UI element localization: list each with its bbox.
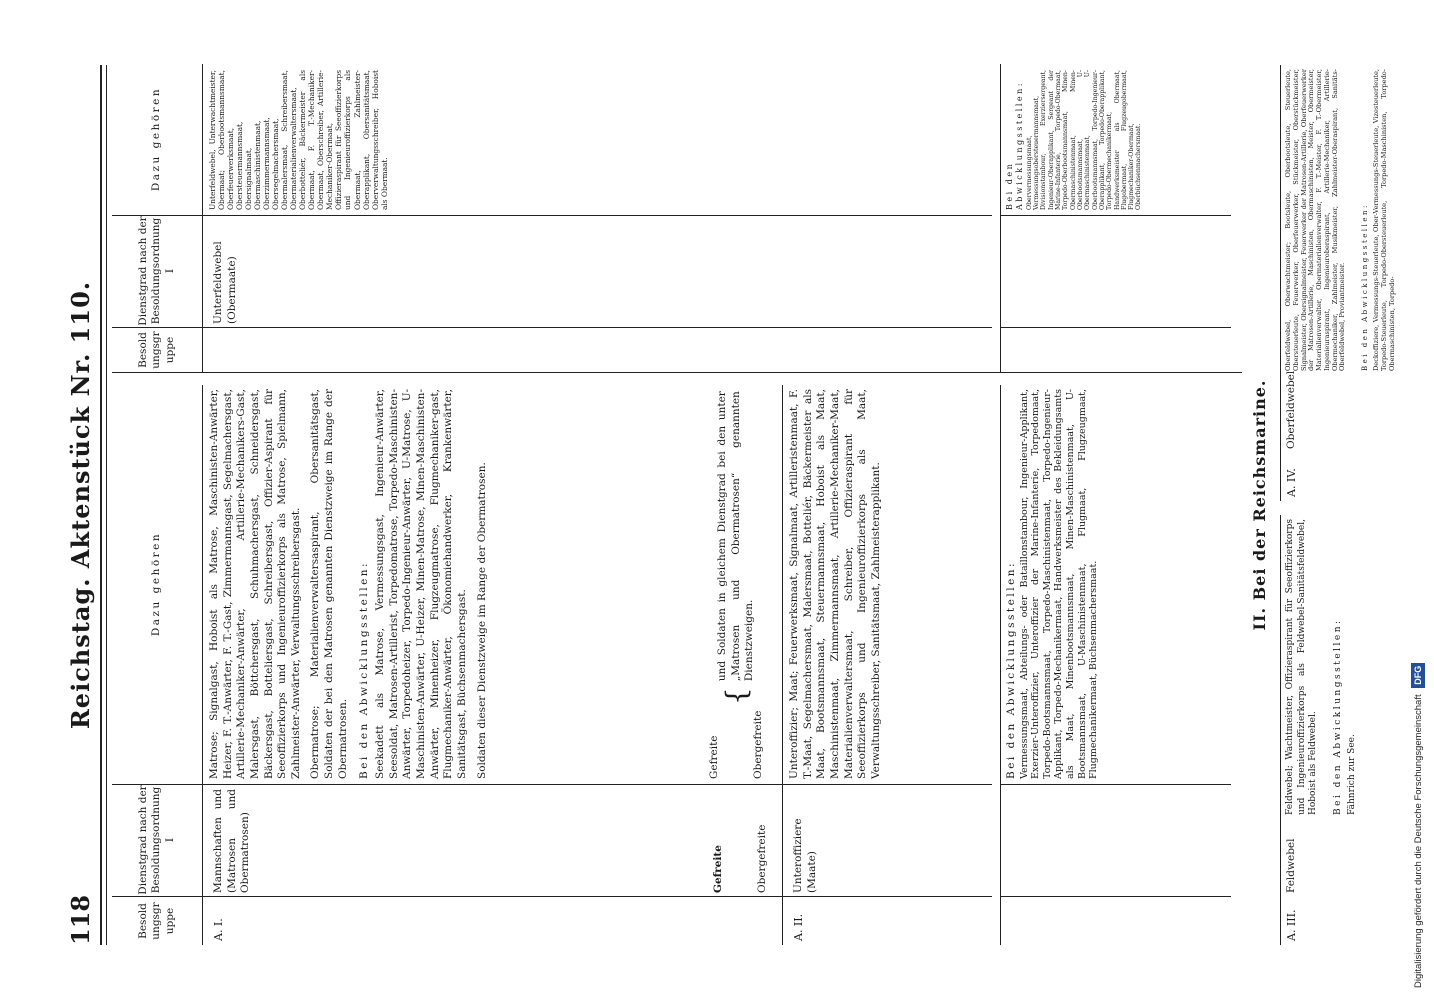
document-sheet bbox=[62, 65, 1242, 945]
a-ii-text-1: Unteroffizier; Maat; Feuerwerksmaat, Signalmaat, Artilleristenmaat, F. T.-Maat, Segelmachersmaat, Malersmaat, Botteliér, Bäckermeister als Maat, Bootsmannsmaat, Steuermannsmaat, Hoboist als Maat, Maschinistenmaat, Zimmermannsmaat, Artillerie-Mechaniker-Maat, Materialienverwaltersmaat, Schreiber, Offizieraspirant für Seeoffizierkorps und Ingenieuroffizierkorps als Maat, Verwaltungsschreiber, Sanitätsmaat, Zahlmeisterapplikant. bbox=[788, 389, 882, 779]
unterfeldwebel-description bbox=[208, 70, 389, 210]
header-rule bbox=[100, 65, 107, 945]
rank-mannschaften: Mannschaften und (Matrosen und Obermatrosen) bbox=[212, 789, 252, 893]
dfg-watermark bbox=[1408, 8, 1430, 988]
group-a-i: A. I. bbox=[212, 918, 225, 941]
right-table bbox=[112, 64, 1242, 373]
page-title: Reichstag. Aktenstück Nr. 110. bbox=[66, 280, 95, 730]
group-a-ii: A. II. bbox=[792, 913, 805, 941]
a-i-text-4: Soldaten dieser Dienstzweige im Range der Obermatrosen. bbox=[475, 462, 488, 779]
gefreite-brace-text: und Soldaten in gleichem Dienstgrad bei den unter „Matrosen und Obermatrosen“ genannten Dienstzweigen. bbox=[716, 391, 756, 682]
dfg-logo: DFG bbox=[1411, 663, 1425, 688]
section-title: II. Bei der Reichsmarine. bbox=[1250, 379, 1269, 631]
right-head-dazu: Dazu gehören bbox=[150, 86, 163, 192]
left-head-gruppe: Besoldungsgruppe bbox=[137, 902, 176, 940]
a-ii-subheading: Bei den Abwicklungsstellen: bbox=[1005, 560, 1017, 779]
rank-oberfeldwebel: Oberfeldwebel bbox=[1285, 370, 1297, 449]
page-header bbox=[62, 65, 102, 945]
rank-feldwebel: Feldwebel bbox=[1285, 838, 1297, 893]
watermark-text: Digitalisierung gefördert durch die Deutsche Forschungsgemeinschaft bbox=[1413, 694, 1424, 988]
a-i-subheading: Bei den Abwicklungsstellen: bbox=[358, 560, 371, 779]
feldwebel-text-2: Fähnrich zur See. bbox=[1347, 734, 1357, 815]
a-i-text-3: Seekadett als Matrose, Vermessungsgast, Ingenieur-Anwärter, Seesoldat, Matrosen-Artillerist, Torpedomatrose, Torpedo-Maschinisten-Anwärter, Torpedoheizer, Torpedo-Ingenieur-Anwärter, U-Matrose, U-Maschinisten-Anwärter, U-Heizer, Minen-Matrose, Minen-Maschinisten-Anwärter, Minenheizer, Flugzeugmatrose, Flugmechaniker-gast, Flugmechaniker-Anwärter, Ökonomiehandwerker, Krankenwärter, Sanitätsgast, Büchsenmachersgast. bbox=[374, 389, 468, 779]
oberfeldwebel-text-1: Oberfeldwebel, Oberwachtmeister; Bootsleute, Oberbootsleute, Steuerleute, Obersteuerleute, Feuerwerker, Oberfeuerwerker, Stückmeister, Oberstückmeister, Signalmeister, Obersignalmeister, Feuerwerker der Matrosen-Artillerie, Oberfeuerwerker der Matrosen-Artillerie, Maschinisten, Obermaschinisten, Meister, Obermeister, Materialienverwalter, Obermaterialienverwalter, F. T.-Meister, F. T.-Obermeister, Ingenieuraspirant, Ingenieuroberaspirant, Artillerie-Mechaniker, Artillerie-Obermechaniker, Zahlmeister, Musikmeister, Zahlmeister-Oberaspirant, Sanitäts-Oberfeldwebel, Proviantmeister. bbox=[1284, 69, 1347, 371]
right-head-dienstgrad: Dienstgrad nach der Besoldungsordnung I bbox=[137, 216, 176, 326]
a-ii-text-2: Vermessungsmaat, Abteilungs- oder Bataillonstambour, Ingenieur-Applikant, Exerzier-Unteroffizier, Unteroffizier der Marine-Infanterie, Torpedomaat, Torpedo-Bootsmannsmaat, Torpedo-Maschinistenmaat, Torpedo-Ingenieur-Applikant, Torpedo-Mechanikermaat, Handwerksmeister des Bekleidungsamts als Maat, Minenbootsmannsmaat, Minen-Maschinistenmaat, U-Bootsmannsmaat, U-Maschinistenmaat, Flugmaat, Flugzeugmaat, Flugmechanikermaat, Büchsenmachersmaat. bbox=[1018, 389, 1100, 779]
obergefreite-label: Obergefreite bbox=[751, 710, 764, 779]
rank-unterfeldwebel: Unterfeldwebel (Obermaate) bbox=[212, 241, 238, 324]
brace: { bbox=[719, 687, 753, 705]
left-head-dazu: Dazu gehören bbox=[150, 531, 163, 637]
right-vline-1 bbox=[112, 327, 992, 328]
rank-gefreite: Gefreite bbox=[712, 845, 724, 893]
left-vline-2 bbox=[112, 784, 992, 785]
rank-obergefreite: Obergefreite bbox=[756, 824, 768, 893]
oberfeldwebel-subheading: Bei den Abwicklungsstellen: bbox=[1361, 203, 1369, 371]
watermark-text-rotated bbox=[1408, 8, 1430, 988]
right-vline-2 bbox=[112, 215, 992, 216]
row-divider-a-ii bbox=[782, 385, 783, 945]
rank-unteroffiziere: Unteroffiziere (Maate) bbox=[792, 818, 818, 893]
unterfeldwebel-text-2: Obervermessungsmaat, Vermessungsobersteuermannsmaat, Divisionstambour, Exerziersergeant, Ingenieur-Oberapplikant, Sergeant der Marine-Infanterie, Torpedo-Obermaat, Torpedo-Oberbootsmannsmaat, Minen-Obermaschinistenmaat, Minen-Oberbootsmannsmaat, U-Obermaschinistenmaat, U-Oberbootsmannsmaat, Torpedo-Ingenieur-Oberapplikant, Torpedo-Oberapplikant, Torpedo-Obermechanikermaat, Handwerksmeister als Obermaat, Flugobermaat, Flugzeugobermaat, Flugmechaniker-Obermaat, Oberbüchsenmachersmaat. bbox=[1025, 70, 1143, 210]
unterfeldwebel-subheading: Bei den Abwicklungsstellen: bbox=[1005, 81, 1025, 210]
feldwebel-text-1: Feldwebel; Wachtmeister, Offizieraspirant für Seeoffizierkorps und Ingenieuroffizierkorps als Feldwebel-Sanitätsfeldwebel, Hoboist als Feldwebel. bbox=[1285, 519, 1319, 815]
page-number: 118 bbox=[66, 894, 95, 945]
gefreite-label: Gefreite bbox=[708, 735, 720, 779]
a-i-text-2: Obermatrose; Materialienverwaltersaspirant, Obersanitätsgast, Soldaten der bei den Matrosen genannten Dienstzweige im Range der Obermatrosen. bbox=[309, 389, 349, 779]
gefreite-description bbox=[708, 389, 765, 779]
a-i-text-1: Matrose; Signalgast, Hoboist als Matrose, Maschinisten-Anwärter, Heizer, F. T.-Anwärter, F. T.-Gast, Zimmermannsgast, Segelmachersgast, Artillerie-Mechaniker-Anwärter, Artillerie-Mechanikers-Gast, Malersgast, Böttchersgast, Schuhmachersgast, Schneidersgast, Bäckersgast, Botteliersgast, Schreibersgast, Offizier-Aspirant für Seeoffizierkorps und Ingenieuroffizierkorps als Matrose, Spielmann, Zahlmeister-Anwärter, Verwaltungsschreibersgast. bbox=[208, 389, 302, 779]
group-a-iv: A. IV. bbox=[1285, 468, 1298, 497]
a-i-description bbox=[208, 389, 489, 779]
right-head-gruppe: Besoldungsgruppe bbox=[137, 331, 176, 369]
left-vline-1 bbox=[112, 896, 992, 897]
a-ii-description bbox=[788, 389, 883, 779]
left-column-header bbox=[112, 385, 203, 945]
oberfeldwebel-text-2: Deckoffiziere, Vermessungs-Steuerleute, Ober-Vermessungs-Steuerleute, Vizesteuerleute, Torpedo-Steuerleute, Torpedo-Obersteuerleute, Torpedo-Maschinisten, Torpedo-Obermaschinisten, Torpedo- bbox=[1372, 69, 1396, 371]
right-column-header bbox=[112, 64, 203, 372]
table-body bbox=[112, 65, 1242, 945]
left-table bbox=[112, 385, 1242, 945]
left-head-dienstgrad: Dienstgrad nach der Besoldungsordnung I bbox=[137, 785, 176, 895]
unterfeldwebel-text-1: Unterfeldwebel, Unterwachtmeister, Obermaat; Oberbootsmannsmaat, Oberfeuerwerksmaat, Obersteuermannsmaat, Obersignalmaat, Obermaschinistenmaat, Oberzimmermannsmaat, Obersegelmachersmaat, Obermalersmaat, Schreibersmaat, Obermaterialienverwaltersmaat, Oberbotteliér, Bäckermeister als Obermaat, F. T.-Mechaniker-Obermaat, Oberschreiber, Artillerie-Mechaniker-Obermaat, Offizieraspirant für Seeoffizierkorps und Ingenieuroffizierkorps als Obermaat, Zahlmeister-Oberapplikant, Obersanitätsmaat, Oberverwaltungsschreiber, Hoboist als Obermaat. bbox=[208, 70, 389, 210]
feldwebel-subheading: Bei den Abwicklungsstellen: bbox=[1333, 618, 1343, 815]
group-a-iii: A. III. bbox=[1285, 909, 1298, 941]
